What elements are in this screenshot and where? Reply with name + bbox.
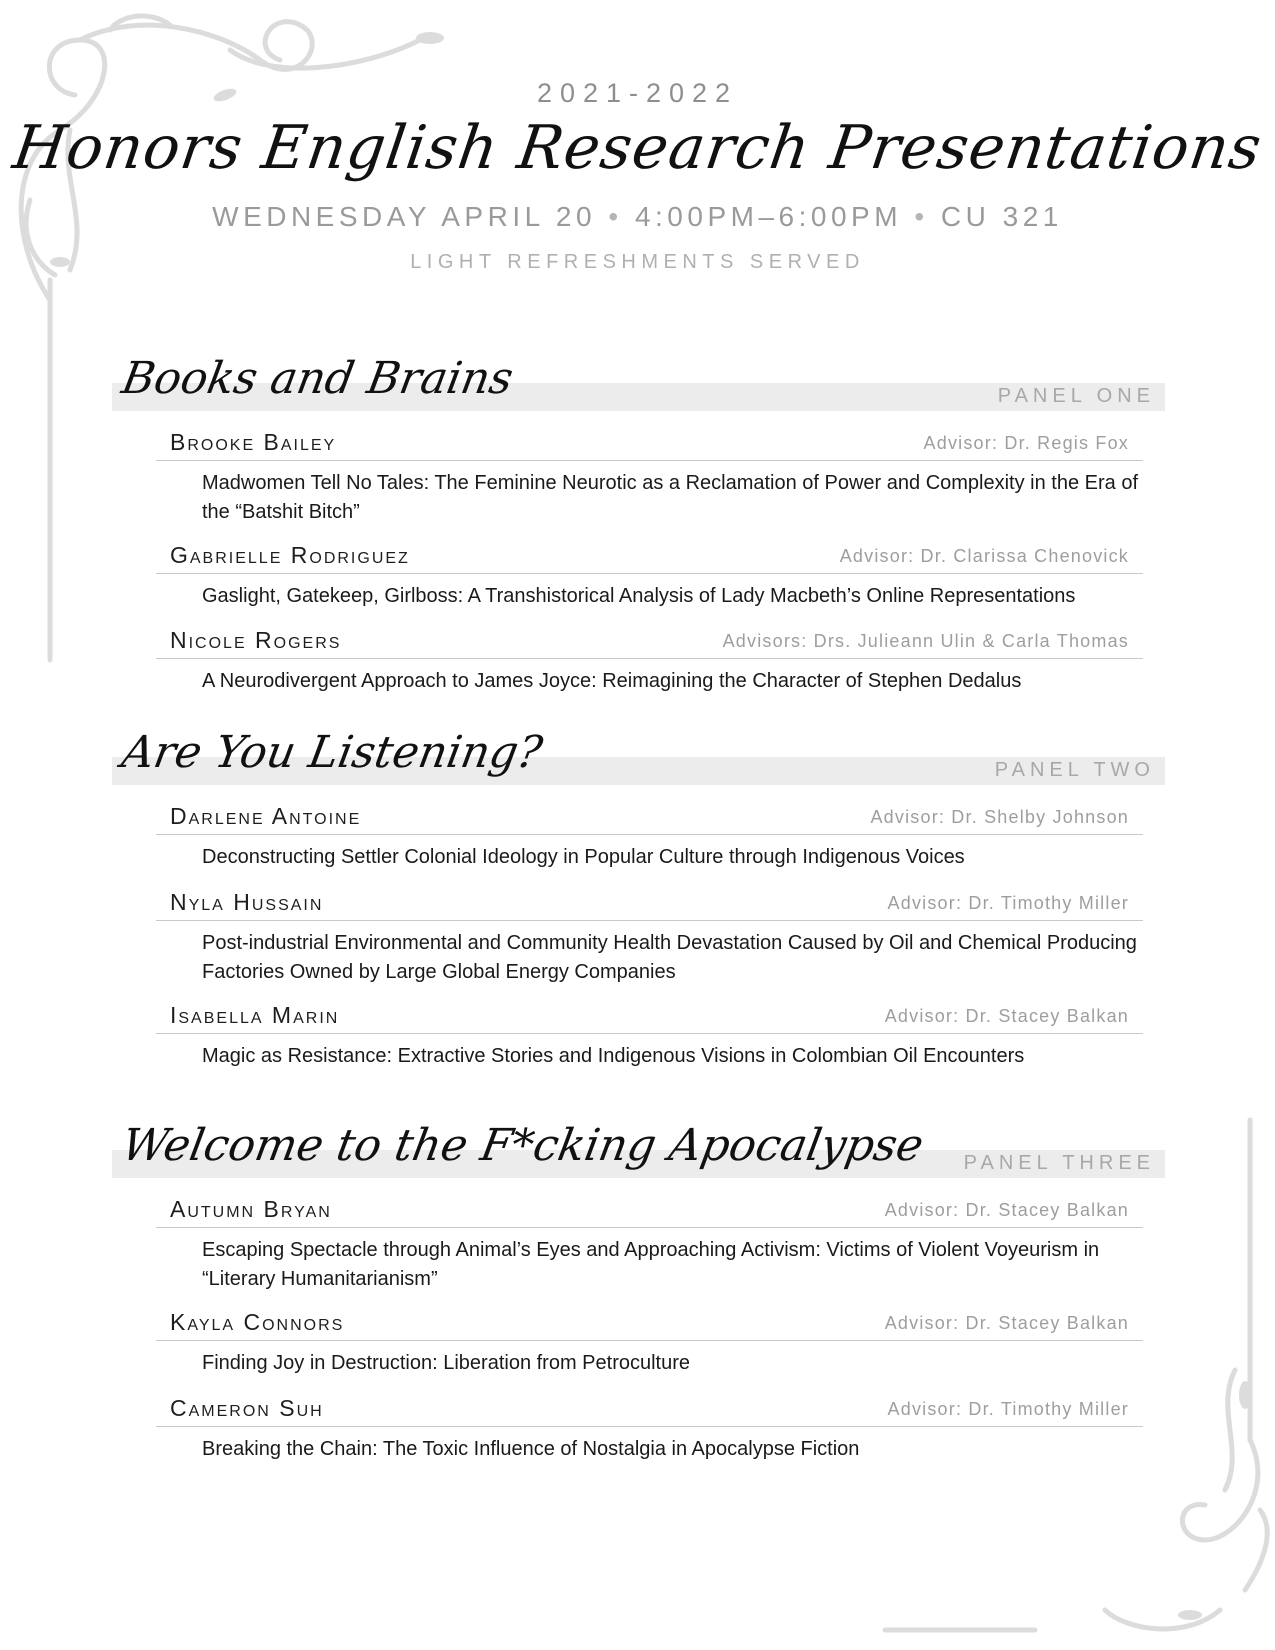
event-info — [0, 201, 1275, 233]
separator-dot: • — [608, 201, 623, 232]
panel-title: Welcome to the F*cking Apocalypse — [118, 1120, 928, 1171]
entry-header — [156, 1190, 1143, 1228]
panel-label: PANEL TWO — [994, 759, 1155, 781]
advisor-name: Advisor: Dr. Timothy Miller — [887, 893, 1129, 913]
panel-title: Are You Listening? — [118, 727, 546, 778]
entry-header — [156, 996, 1143, 1034]
presentation-entry — [156, 1303, 1143, 1389]
paper-title: Madwomen Tell No Tales: The Feminine Neurotic as a Reclamation of Power and Complexity in the Era of the “Batshit Bitch” — [202, 472, 1139, 523]
panel-label: PANEL THREE — [963, 1152, 1155, 1174]
paper-title: Escaping Spectacle through Animal’s Eyes and Approaching Activism: Victims of Violent Voyeurism in “Literary Humanitarianism” — [202, 1239, 1100, 1290]
presentation-entry — [156, 423, 1143, 536]
entry-header — [156, 536, 1143, 574]
presenter-name: Nyla Hussain — [170, 889, 324, 915]
paper-title: Gaslight, Gatekeep, Girlboss: A Transhistorical Analysis of Lady Macbeth’s Online Representations — [202, 585, 1076, 607]
separator-dot: • — [914, 201, 929, 232]
event-time: 4:00PM–6:00PM — [634, 201, 903, 232]
presentation-entry — [156, 536, 1143, 621]
paper-title: Post-industrial Environmental and Community Health Devastation Caused by Oil and Chemical Producing Factories Owned by Large Global Energy Companies — [202, 932, 1137, 983]
paper-title: Magic as Resistance: Extractive Stories and Indigenous Visions in Colombian Oil Encounters — [202, 1045, 1025, 1067]
entry-header — [156, 423, 1143, 461]
panel-header — [112, 729, 1165, 797]
paper-title: Deconstructing Settler Colonial Ideology in Popular Culture through Indigenous Voices — [202, 846, 965, 868]
advisor-name: Advisor: Dr. Clarissa Chenovick — [839, 546, 1129, 566]
event-room: CU 321 — [940, 201, 1063, 232]
advisor-name: Advisor: Dr. Timothy Miller — [887, 1399, 1129, 1419]
advisor-name: Advisor: Dr. Stacey Balkan — [884, 1006, 1129, 1026]
presentation-entry — [156, 1190, 1143, 1303]
advisor-name: Advisor: Dr. Regis Fox — [923, 433, 1129, 453]
event-year: 2021-2022 — [536, 78, 739, 108]
panel-title: Books and Brains — [118, 353, 517, 404]
panel-two — [112, 729, 1165, 1074]
panel-header — [112, 355, 1165, 423]
event-day: WEDNESDAY APRIL 20 — [212, 201, 597, 232]
entry-header — [156, 797, 1143, 835]
advisor-name: Advisor: Dr. Stacey Balkan — [884, 1200, 1129, 1220]
presenter-name: Isabella Marin — [170, 1002, 340, 1028]
presenter-name: Autumn Bryan — [170, 1196, 332, 1222]
entry-header — [156, 1389, 1143, 1427]
entry-header — [156, 883, 1143, 921]
panel-one — [112, 355, 1165, 699]
entry-header — [156, 1303, 1143, 1341]
presenter-name: Gabrielle Rodriguez — [170, 542, 410, 568]
refreshments-note: LIGHT REFRESHMENTS SERVED — [410, 251, 865, 273]
panel-label: PANEL ONE — [997, 385, 1155, 407]
page-title: Honors English Research Presentations — [8, 113, 1267, 183]
presentation-entry — [156, 621, 1143, 699]
presentation-entry — [156, 883, 1143, 996]
advisor-name: Advisor: Dr. Stacey Balkan — [884, 1313, 1129, 1333]
paper-title: A Neurodivergent Approach to James Joyce: Reimagining the Character of Stephen Dedalus — [202, 670, 1022, 692]
paper-title: Finding Joy in Destruction: Liberation from Petroculture — [202, 1352, 691, 1374]
panel-three — [112, 1122, 1165, 1467]
advisor-name: Advisor: Dr. Shelby Johnson — [870, 807, 1129, 827]
presentation-entry — [156, 996, 1143, 1074]
entry-header — [156, 621, 1143, 659]
presentation-entry — [156, 797, 1143, 883]
presentation-entry — [156, 1389, 1143, 1467]
presenter-name: Nicole Rogers — [170, 627, 342, 653]
presenter-name: Kayla Connors — [170, 1309, 345, 1335]
advisor-name: Advisors: Drs. Julieann Ulin & Carla Thomas — [722, 631, 1129, 651]
presenter-name: Cameron Suh — [170, 1395, 324, 1421]
panel-header — [112, 1122, 1165, 1190]
presenter-name: Brooke Bailey — [170, 429, 337, 455]
page-header — [0, 78, 1275, 274]
presenter-name: Darlene Antoine — [170, 803, 362, 829]
paper-title: Breaking the Chain: The Toxic Influence of Nostalgia in Apocalypse Fiction — [202, 1438, 860, 1460]
